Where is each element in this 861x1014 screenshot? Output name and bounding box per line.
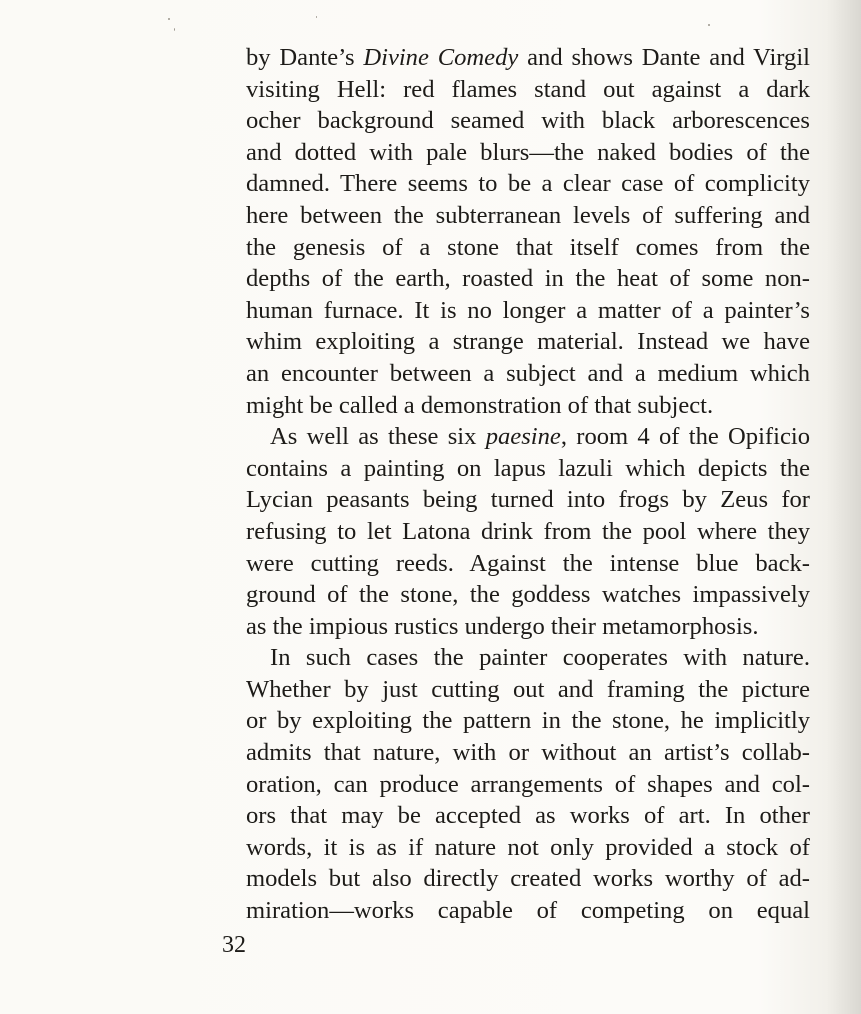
- text-line: [246, 832, 810, 864]
- text-line: [246, 295, 810, 327]
- text-run: Lycian peasants being turned into frogs by Zeus for: [246, 486, 810, 514]
- text-line: [246, 484, 810, 516]
- paper-speck: [316, 16, 317, 18]
- text-line: [246, 516, 810, 548]
- text-line: [246, 390, 810, 422]
- text-line: [246, 705, 810, 737]
- text-run: by Dante’s: [246, 44, 364, 71]
- text-run: here between the subterranean levels of suffering and: [246, 201, 810, 229]
- text-run: , room 4 of the Opificio: [560, 423, 810, 451]
- text-run: depths of the earth, roasted in the heat of some non-: [246, 265, 810, 293]
- text-run: visiting Hell: red flames stand out against a dark: [246, 75, 810, 103]
- text-line: [246, 105, 810, 137]
- text-line: [246, 326, 810, 358]
- page-number: 32: [222, 932, 246, 958]
- text-run: miration—works capable of competing on equal: [246, 897, 810, 925]
- body-text: [246, 42, 810, 927]
- text-line: [246, 642, 810, 674]
- text-line: [246, 769, 810, 801]
- text-run: damned. There seems to be a clear case of complicity: [246, 170, 810, 198]
- text-line: [246, 421, 810, 453]
- text-line: [246, 358, 810, 390]
- text-run: contains a painting on lapus lazuli which depicts the: [246, 454, 810, 482]
- text-run: words, it is as if nature not only provided a stock of: [246, 833, 810, 861]
- text-run: were cutting reeds. Against the intense blue back-: [246, 549, 810, 577]
- text-run: human furnace. It is no longer a matter of a painter’s: [246, 296, 810, 324]
- text-line: [246, 611, 810, 643]
- text-line: [246, 137, 810, 169]
- paper-speck: [708, 24, 710, 26]
- text-run: an encounter between a subject and a medium which: [246, 359, 810, 387]
- text-run: In such cases the painter cooperates with nature.: [270, 644, 810, 672]
- text-run: oration, can produce arrangements of shapes and col-: [246, 770, 810, 798]
- text-line: [246, 232, 810, 264]
- text-run: ground of the stone, the goddess watches impassively: [246, 581, 810, 609]
- italic-title: Divine Comedy: [363, 44, 519, 71]
- text-run: whim exploiting a strange material. Instead we have: [246, 328, 810, 356]
- text-line: [246, 674, 810, 706]
- text-run: or by exploiting the pattern in the stone, he implicitly: [246, 707, 810, 735]
- paper-speck: [168, 18, 170, 20]
- text-run: the genesis of a stone that itself comes from the: [246, 233, 810, 261]
- text-run: and shows Dante and Virgil: [518, 44, 810, 71]
- text-run: As well as these six: [270, 423, 486, 451]
- text-run: might be called a demonstration of that subject.: [246, 391, 714, 419]
- text-line: [246, 863, 810, 895]
- text-run: as the impious rustics undergo their metamorphosis.: [246, 612, 759, 640]
- text-run: Whether by just cutting out and framing the picture: [246, 675, 810, 703]
- text-line: [246, 895, 810, 927]
- paper-speck: [174, 28, 175, 31]
- text-run: ocher background seamed with black arborescences: [246, 107, 810, 135]
- text-line: [246, 42, 810, 74]
- text-line: [246, 263, 810, 295]
- text-run: models but also directly created works worthy of ad-: [246, 865, 810, 893]
- text-line: [246, 800, 810, 832]
- text-line: [246, 453, 810, 485]
- text-line: [246, 737, 810, 769]
- text-line: [246, 200, 810, 232]
- italic-title: paesine: [485, 423, 561, 451]
- text-run: admits that nature, with or without an artist’s collab-: [246, 739, 810, 767]
- text-line: [246, 548, 810, 580]
- text-line: [246, 74, 810, 106]
- text-line: [246, 579, 810, 611]
- text-run: refusing to let Latona drink from the pool where they: [246, 517, 810, 545]
- text-line: [246, 168, 810, 200]
- text-run: ors that may be accepted as works of art. In other: [246, 802, 810, 830]
- text-run: and dotted with pale blurs—the naked bodies of the: [246, 138, 810, 166]
